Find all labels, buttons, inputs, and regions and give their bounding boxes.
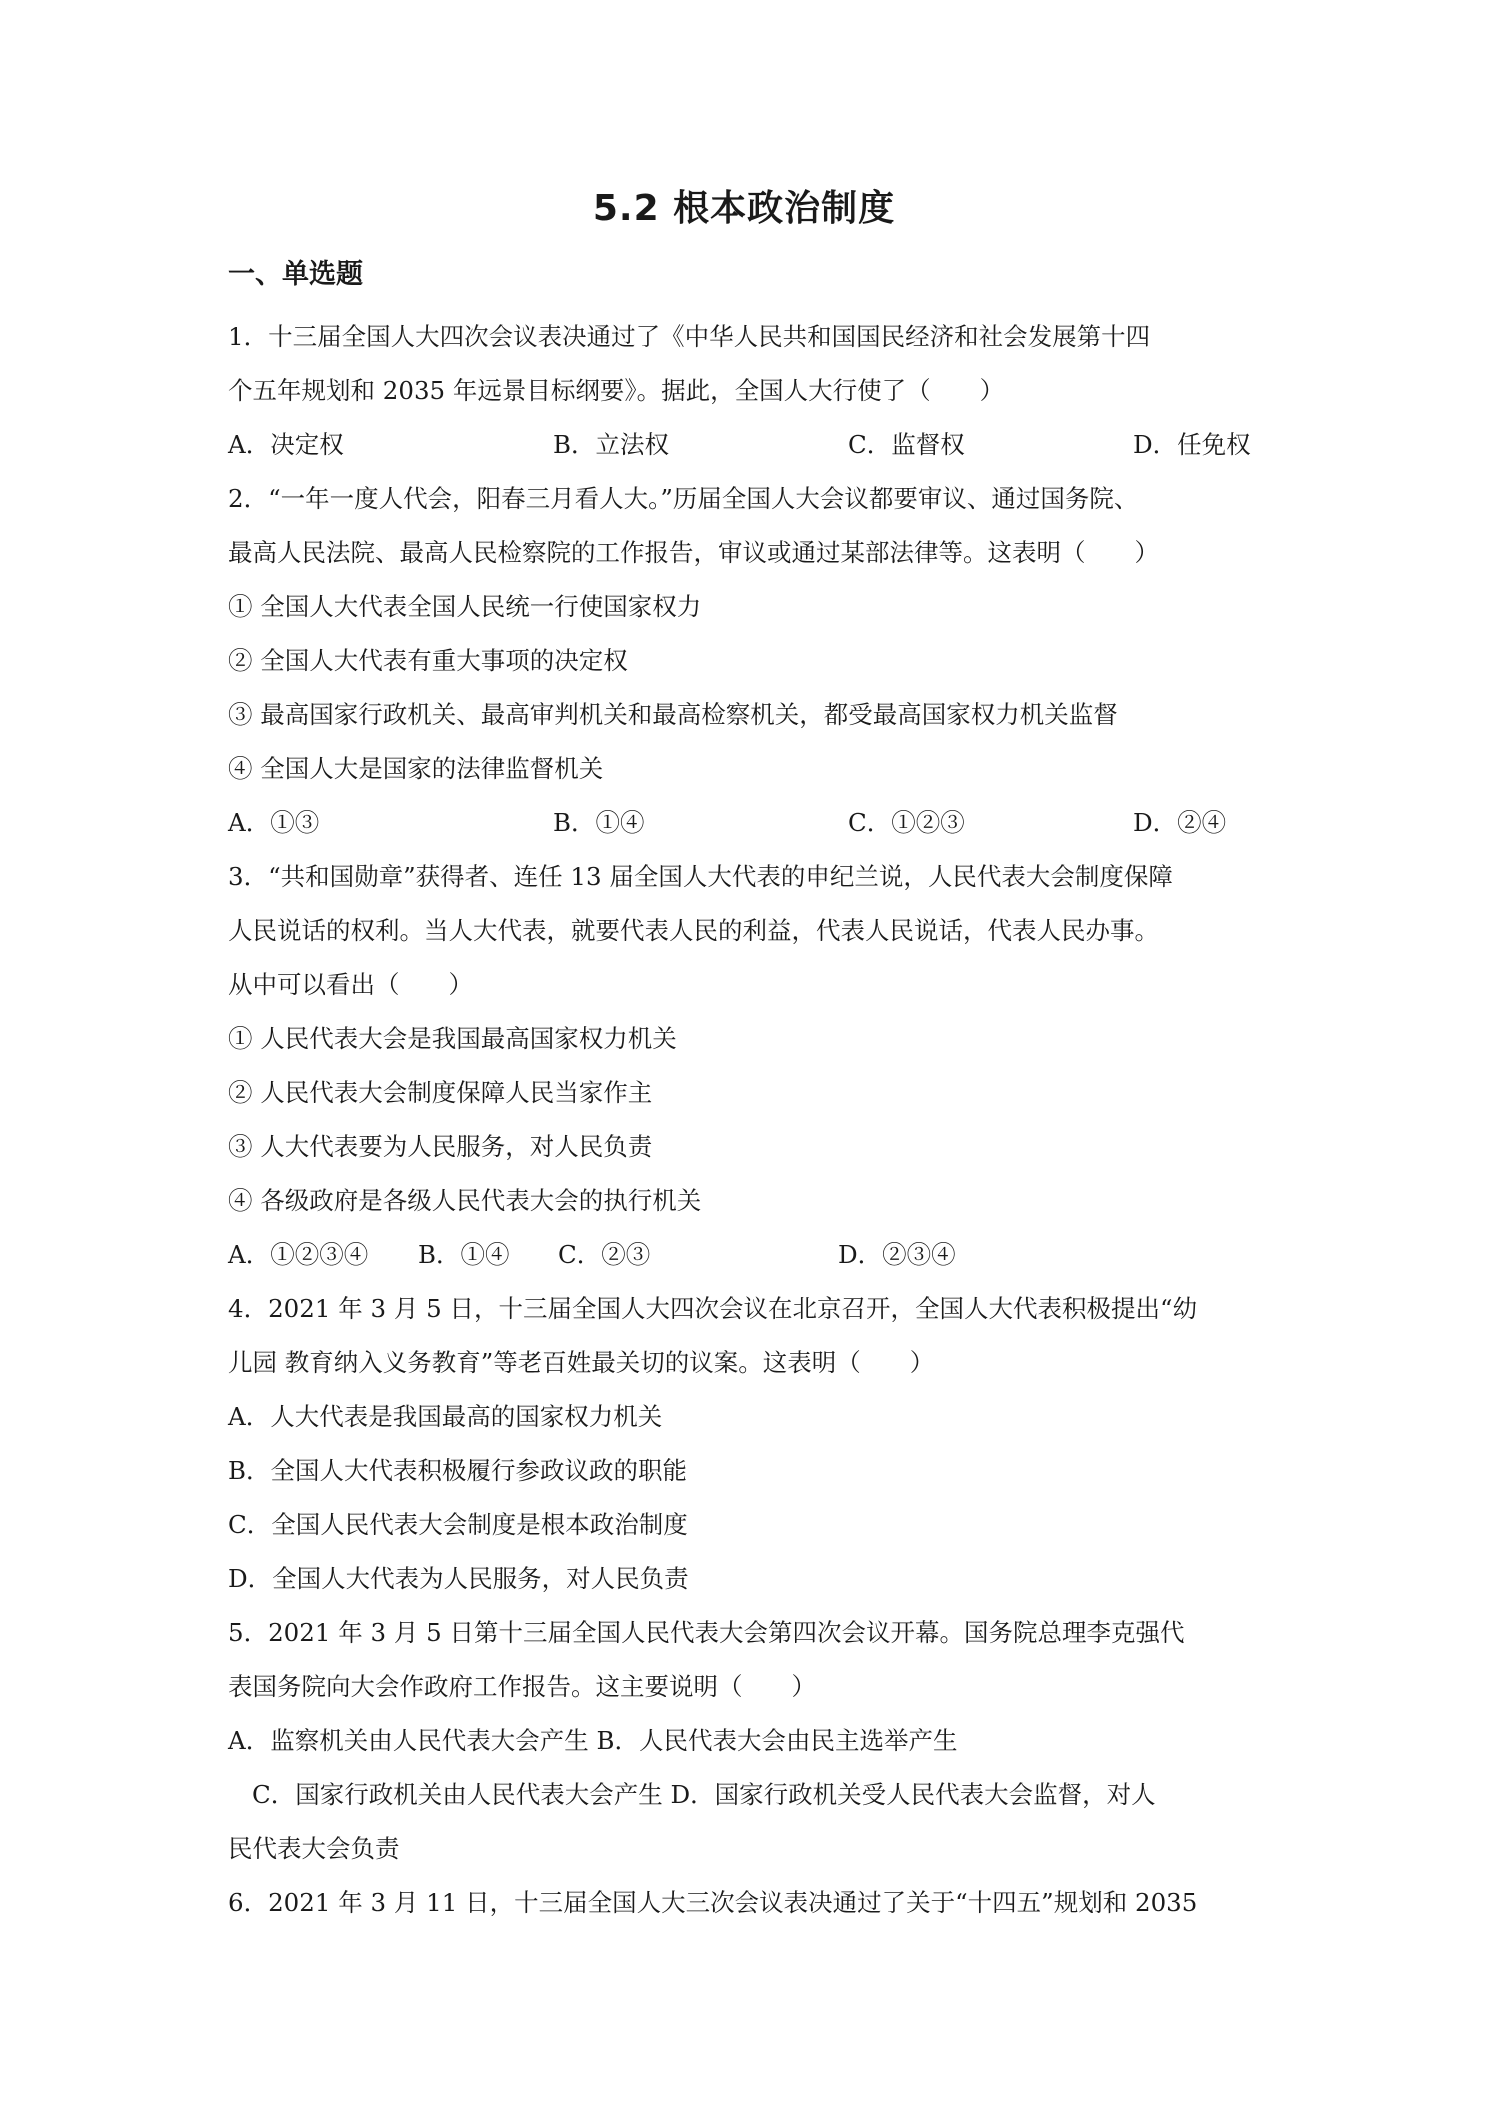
- q2-option-c[interactable]: C．①②③: [848, 808, 965, 837]
- q1-option-c[interactable]: C．监督权: [848, 430, 965, 459]
- q3-statement-3: ③ 人大代表要为人民服务，对人民负责: [228, 1132, 653, 1161]
- q2-statement-1: ① 全国人大代表全国人民统一行使国家权力: [228, 592, 702, 621]
- q5-options-line-1[interactable]: A．监察机关由人民代表大会产生 B．人民代表大会由民主选举产生: [228, 1726, 958, 1755]
- q2-stem-line-1: 2．“一年一度人代会，阳春三月看人大。”历届全国人大会议都要审议、通过国务院、: [228, 484, 1139, 513]
- q2-option-d[interactable]: D．②④: [1133, 808, 1227, 837]
- q3-stem-line-1: 3．“共和国勋章”获得者、连任 13 届全国人大代表的申纪兰说，人民代表大会制度保障: [228, 862, 1173, 891]
- q3-statement-2: ② 人民代表大会制度保障人民当家作主: [228, 1078, 653, 1107]
- page-title: 5.2 根本政治制度: [592, 188, 896, 229]
- q1-option-b[interactable]: B．立法权: [553, 430, 670, 459]
- q4-option-b[interactable]: B．全国人大代表积极履行参政议政的职能: [228, 1456, 688, 1485]
- q1-stem-line-2: 个五年规划和 2035 年远景目标纲要》。据此，全国人大行使了（ ）: [228, 376, 1005, 405]
- q5-options-line-2[interactable]: C．国家行政机关由人民代表大会产生 D．国家行政机关受人民代表大会监督，对人: [252, 1780, 1156, 1809]
- q3-option-d[interactable]: D．②③④: [838, 1240, 956, 1269]
- q5-options-line-3: 民代表大会负责: [228, 1834, 400, 1863]
- q2-stem-line-2: 最高人民法院、最高人民检察院的工作报告，审议或通过某部法律等。这表明（ ）: [228, 538, 1159, 567]
- q4-option-d[interactable]: D．全国人大代表为人民服务，对人民负责: [228, 1564, 689, 1593]
- q3-stem-line-2: 人民说话的权利。当人大代表，就要代表人民的利益，代表人民说话，代表人民办事。: [228, 916, 1159, 945]
- q2-statement-2: ② 全国人大代表有重大事项的决定权: [228, 646, 628, 675]
- q6-stem-line-1: 6．2021 年 3 月 11 日，十三届全国人大三次会议表决通过了关于“十四五”规划和 2035: [228, 1888, 1198, 1917]
- q5-stem-line-1: 5．2021 年 3 月 5 日第十三届全国人民代表大会第四次会议开幕。国务院总理李克强代: [228, 1618, 1185, 1647]
- section-heading: 一、单选题: [228, 259, 363, 290]
- q4-option-a[interactable]: A．人大代表是我国最高的国家权力机关: [228, 1402, 663, 1431]
- q3-option-a[interactable]: A．①②③④: [228, 1240, 369, 1269]
- q2-statement-3: ③ 最高国家行政机关、最高审判机关和最高检察机关，都受最高国家权力机关监督: [228, 700, 1118, 729]
- q1-option-a[interactable]: A．决定权: [228, 430, 344, 459]
- q4-stem-line-1: 4．2021 年 3 月 5 日，十三届全国人大四次会议在北京召开，全国人大代表积极提出“幼: [228, 1294, 1198, 1323]
- q3-option-c[interactable]: C．②③: [558, 1240, 651, 1269]
- q2-option-a[interactable]: A．①③: [228, 808, 320, 837]
- q1-option-d[interactable]: D．任免权: [1133, 430, 1251, 459]
- q3-statement-4: ④ 各级政府是各级人民代表大会的执行机关: [228, 1186, 702, 1215]
- q1-stem-line-1: 1．十三届全国人大四次会议表决通过了《中华人民共和国国民经济和社会发展第十四: [228, 322, 1151, 351]
- q2-option-b[interactable]: B．①④: [553, 808, 645, 837]
- q3-stem-line-3: 从中可以看出（ ）: [228, 970, 473, 999]
- q4-stem-line-2: 儿园 教育纳入义务教育”等老百姓最关切的议案。这表明（ ）: [228, 1348, 935, 1377]
- q5-stem-line-2: 表国务院向大会作政府工作报告。这主要说明（ ）: [228, 1672, 816, 1701]
- question-list: [228, 310, 1276, 1930]
- q2-statement-4: ④ 全国人大是国家的法律监督机关: [228, 754, 604, 783]
- q2-options: [228, 796, 1276, 850]
- q3-option-b[interactable]: B．①④: [418, 1240, 510, 1269]
- q4-option-c[interactable]: C．全国人民代表大会制度是根本政治制度: [228, 1510, 688, 1539]
- q3-statement-1: ① 人民代表大会是我国最高国家权力机关: [228, 1024, 677, 1053]
- q3-options: [228, 1228, 1276, 1282]
- q1-options: [228, 418, 1276, 472]
